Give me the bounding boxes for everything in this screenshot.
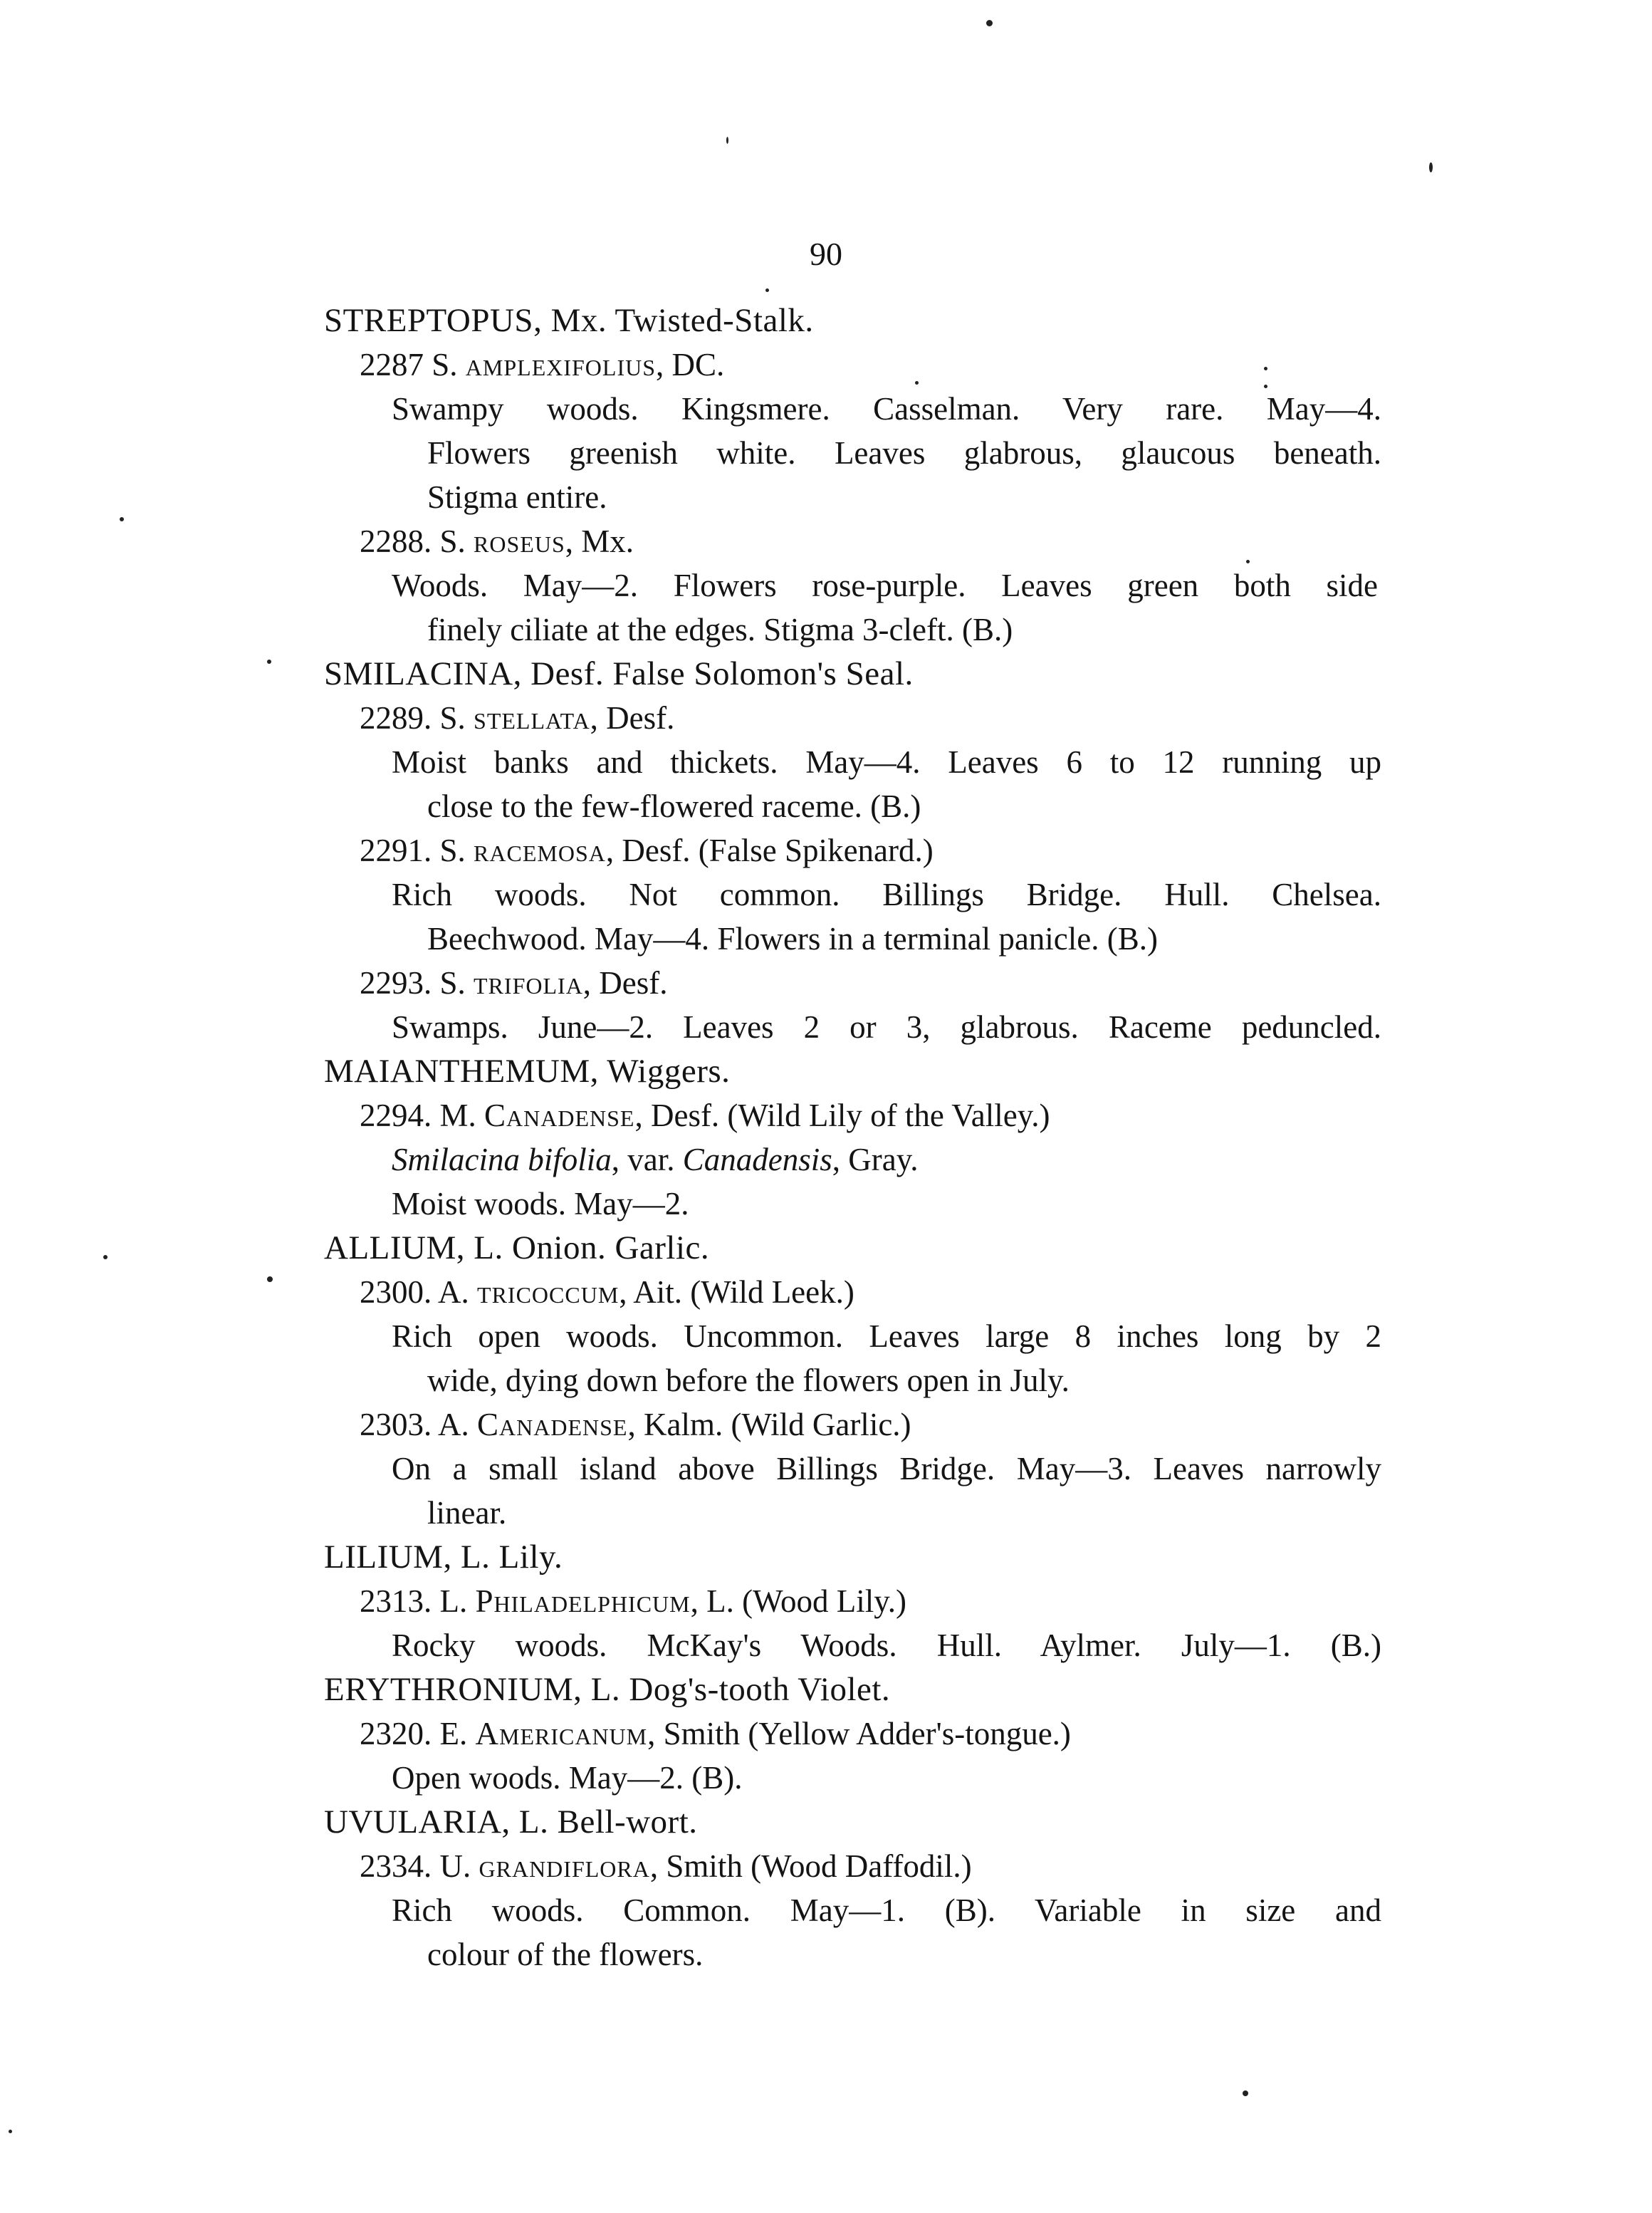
description-line: Swamps. June—2. Leaves 2 or 3, glabrous. Raceme peduncled. bbox=[392, 1009, 1381, 1045]
description-line: Beechwood. May—4. Flowers in a terminal panicle. (B.) bbox=[427, 921, 1158, 957]
description-line: Moist banks and thickets. May—4. Leaves 6 to 12 running up bbox=[392, 744, 1381, 780]
species-entry: 2288. S. roseus, Mx. bbox=[360, 524, 634, 559]
genus-heading: LILIUM, L. Lily. bbox=[324, 1538, 563, 1576]
genus-heading: STREPTOPUS, Mx. Twisted-Stalk. bbox=[324, 302, 814, 339]
description-line: Open woods. May—2. (B). bbox=[392, 1760, 743, 1796]
species-entry: 2303. A. Canadense, Kalm. (Wild Garlic.) bbox=[360, 1407, 911, 1442]
species-entry: 2320. E. Americanum, Smith (Yellow Adder's-tongue.) bbox=[360, 1716, 1071, 1751]
description-line: Rocky woods. McKay's Woods. Hull. Aylmer. July—1. (B.) bbox=[392, 1628, 1381, 1663]
genus-heading: MAIANTHEMUM, Wiggers. bbox=[324, 1053, 731, 1090]
scan-speck bbox=[1264, 367, 1267, 370]
scan-speck bbox=[915, 381, 919, 385]
scan-speck bbox=[103, 1255, 108, 1259]
genus-heading: UVULARIA, L. Bell-wort. bbox=[324, 1803, 698, 1840]
description-line: Stigma entire. bbox=[427, 479, 607, 515]
scan-speck bbox=[1429, 162, 1433, 172]
scan-speck bbox=[726, 137, 728, 144]
scan-speck bbox=[267, 1276, 273, 1282]
genus-heading: ERYTHRONIUM, L. Dog's-tooth Violet. bbox=[324, 1671, 891, 1708]
description-line: Woods. May—2. Flowers rose-purple. Leaves green both side bbox=[392, 568, 1378, 603]
scan-speck bbox=[986, 20, 993, 26]
description-line: wide, dying down before the flowers open in July. bbox=[427, 1363, 1070, 1398]
description-line: close to the few-flowered raceme. (B.) bbox=[427, 788, 921, 824]
description-line: linear. bbox=[427, 1495, 507, 1531]
description-line: On a small island above Billings Bridge. May—3. Leaves narrowly bbox=[392, 1451, 1381, 1486]
species-entry: 2300. A. tricoccum, Ait. (Wild Leek.) bbox=[360, 1274, 854, 1310]
scan-speck bbox=[765, 288, 769, 292]
scan-speck bbox=[1246, 560, 1250, 563]
species-entry: 2291. S. racemosa, Desf. (False Spikenard.) bbox=[360, 833, 934, 868]
scan-speck bbox=[267, 660, 271, 664]
description-line: Rich woods. Not common. Billings Bridge. Hull. Chelsea. bbox=[392, 877, 1381, 912]
description-line: Flowers greenish white. Leaves glabrous, glaucous beneath. bbox=[427, 435, 1381, 471]
description-line: Rich woods. Common. May—1. (B). Variable in size and bbox=[392, 1892, 1381, 1928]
species-entry: 2334. U. grandiflora, Smith (Wood Daffodil.) bbox=[360, 1848, 972, 1884]
description-line: finely ciliate at the edges. Stigma 3-cleft. (B.) bbox=[427, 612, 1013, 647]
description-line: Moist woods. May—2. bbox=[392, 1186, 689, 1222]
description-line: Rich open woods. Uncommon. Leaves large 8 inches long by 2 bbox=[392, 1318, 1381, 1354]
species-entry: 2294. M. Canadense, Desf. (Wild Lily of the Valley.) bbox=[360, 1098, 1050, 1133]
genus-heading: SMILACINA, Desf. False Solomon's Seal. bbox=[324, 655, 914, 692]
scan-speck bbox=[1243, 2090, 1248, 2096]
species-entry: 2293. S. trifolia, Desf. bbox=[360, 965, 668, 1001]
synonym-line: Smilacina bifolia, var. Canadensis, Gray. bbox=[392, 1142, 919, 1177]
species-entry: 2287 S. amplexifolius, DC. bbox=[360, 347, 725, 382]
genus-heading: ALLIUM, L. Onion. Garlic. bbox=[324, 1229, 710, 1266]
description-line: Swampy woods. Kingsmere. Casselman. Very rare. May—4. bbox=[392, 391, 1381, 427]
scan-speck bbox=[9, 2130, 12, 2133]
description-line: colour of the flowers. bbox=[427, 1937, 704, 1972]
species-entry: 2313. L. Philadelphicum, L. (Wood Lily.) bbox=[360, 1583, 907, 1619]
scan-speck bbox=[120, 517, 124, 521]
page-number: 90 bbox=[810, 236, 842, 272]
species-entry: 2289. S. stellata, Desf. bbox=[360, 700, 675, 736]
